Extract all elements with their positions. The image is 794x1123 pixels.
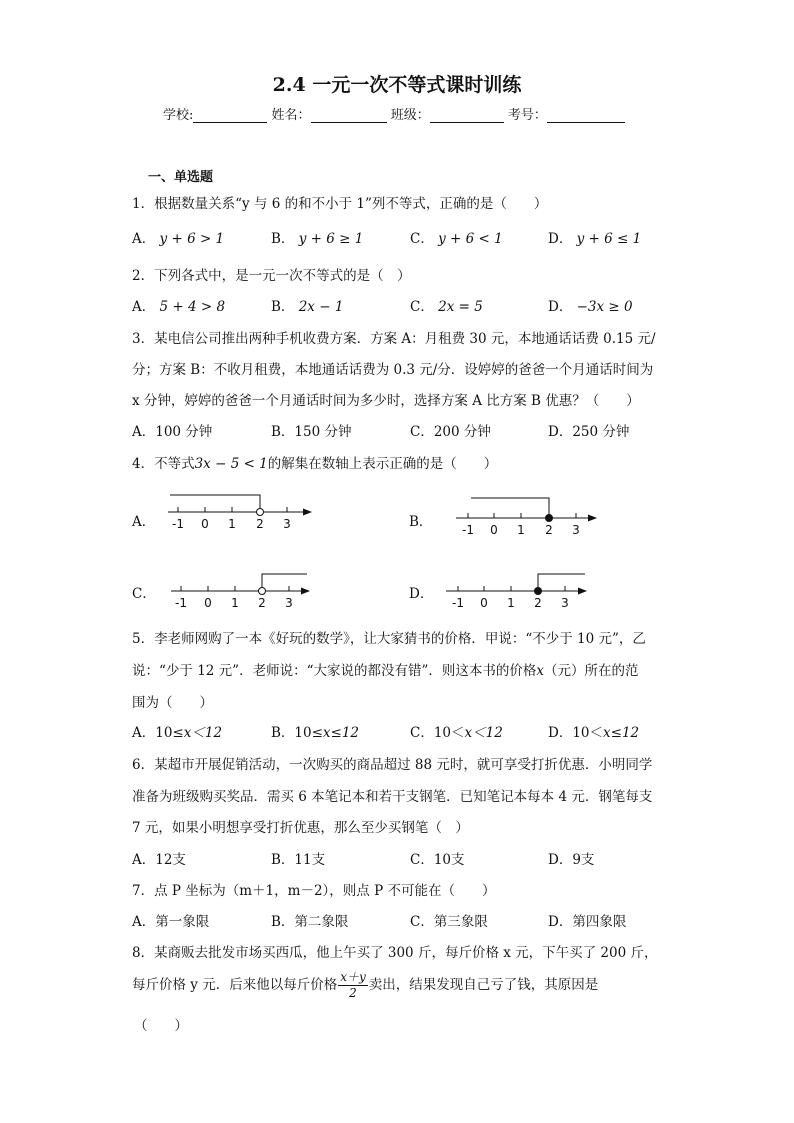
school-label: 学校:: [163, 108, 194, 123]
tick-label: 0: [204, 596, 212, 610]
tick-label: -1: [462, 523, 474, 537]
name-blank[interactable]: [311, 108, 387, 123]
class-label: 班级：: [390, 108, 430, 123]
tick-label: -1: [452, 596, 464, 610]
question-5-option-a[interactable]: A．10≤x＜12: [132, 725, 223, 741]
question-1-option-c[interactable]: C． y + 6 < 1: [410, 231, 503, 247]
question-8-stem-line-1: 8．某商贩去批发市场买西瓜，他上午买了 300 斤，每斤价格 x 元，下午买了 200 斤，: [132, 945, 658, 961]
number-line-a: [160, 488, 320, 532]
question-3-option-c[interactable]: C．200 分钟: [410, 424, 491, 440]
tick-label: 1: [517, 523, 525, 537]
question-4-option-d[interactable]: D．: [409, 586, 434, 602]
section-heading: 一、单选题: [148, 170, 214, 185]
question-7-option-b[interactable]: B．第二象限: [271, 914, 349, 930]
question-4-option-a[interactable]: A．: [132, 514, 156, 530]
question-3-stem-line-1: 3．某电信公司推出两种手机收费方案．方案 A：月租费 30 元，本地通话话费 0.15 元/: [132, 331, 656, 347]
question-5-stem-line-1: 5．李老师网购了一本《好玩的数学》，让大家猜书的价格．甲说：“不少于 10 元”，乙: [132, 631, 646, 647]
question-5-option-d[interactable]: D．10＜x≤12: [548, 725, 640, 741]
fraction-x-plus-y-over-2: $\frac{x+y}{2}$: [340, 970, 366, 1000]
open-circle-icon: [259, 588, 266, 595]
question-3-stem-line-3: x 分钟，婷婷的爸爸一个月通话时间为多少时，选择方案 A 比方案 B 优惠？（ ）: [132, 393, 640, 409]
question-2-option-b[interactable]: B． 2x − 1: [271, 299, 344, 315]
question-5-stem-line-3: 围为（ ）: [132, 695, 213, 711]
tick-label: 3: [561, 596, 569, 610]
tick-label: -1: [172, 517, 184, 531]
number-blank[interactable]: [547, 108, 625, 123]
open-circle-icon: [257, 509, 264, 516]
tick-label: 0: [201, 517, 209, 531]
question-1-stem: 1．根据数量关系“y 与 6 的和不小于 1”列不等式，正确的是（ ）: [132, 196, 548, 212]
question-4-option-b[interactable]: B．: [409, 514, 433, 530]
question-5-option-b[interactable]: B．10≤x≤12: [271, 725, 360, 741]
question-4-option-c[interactable]: C．: [132, 586, 156, 602]
tick-label: 3: [283, 517, 291, 531]
question-3-option-a[interactable]: A．100 分钟: [132, 424, 213, 440]
question-1-option-b[interactable]: B． y + 6 ≥ 1: [271, 231, 364, 247]
question-7-stem: 7．点 P 坐标为（m＋1，m－2），则点 P 不可能在（ ）: [132, 883, 496, 899]
question-2-option-c[interactable]: C． 2x = 5: [410, 299, 483, 315]
number-line-c: [165, 567, 315, 611]
question-7-option-d[interactable]: D．第四象限: [548, 914, 627, 930]
question-2-option-a[interactable]: A． 5 + 4 > 8: [132, 299, 226, 315]
question-6-option-d[interactable]: D．9支: [548, 852, 595, 868]
question-8-answer-paren: （ ）: [134, 1018, 188, 1034]
question-6-option-a[interactable]: A．12支: [132, 852, 186, 868]
question-3-stem-line-2: 分；方案 B：不收月租费，本地通话话费为 0.3 元/分．设婷婷的爸爸一个月通话时间为: [132, 362, 654, 378]
question-6-option-c[interactable]: C．10支: [410, 852, 465, 868]
number-line-b: [452, 492, 602, 538]
tick-label: 3: [572, 523, 580, 537]
tick-label: 2: [545, 523, 553, 537]
page-title: 2.4 一元一次不等式课时训练: [272, 74, 522, 96]
tick-label: -1: [175, 596, 187, 610]
question-1-option-a[interactable]: A． y + 6 > 1: [132, 231, 225, 247]
question-7-option-a[interactable]: A．第一象限: [132, 914, 210, 930]
tick-label: 1: [507, 596, 515, 610]
question-6-stem-line-3: 7 元，如果小明想享受打折优惠，那么至少买钢笔（ ）: [132, 820, 469, 836]
tick-label: 2: [534, 596, 542, 610]
question-6-stem-line-2: 准备为班级购买奖品．需买 6 本笔记本和若干支钢笔．已知笔记本每本 4 元．钢笔每支: [132, 789, 653, 805]
student-info-line: [163, 104, 625, 123]
question-7-option-c[interactable]: C．第三象限: [410, 914, 488, 930]
filled-circle-icon: [535, 588, 542, 595]
question-5-option-c[interactable]: C．10＜x＜12: [410, 725, 503, 741]
question-3-option-d[interactable]: D．250 分钟: [548, 424, 630, 440]
question-3-option-b[interactable]: B．150 分钟: [271, 424, 352, 440]
tick-label: 1: [231, 596, 239, 610]
tick-label: 0: [490, 523, 498, 537]
tick-label: 2: [258, 596, 266, 610]
question-2-stem: 2．下列各式中，是一元一次不等式的是（ ）: [132, 268, 411, 284]
question-6-stem-line-1: 6．某超市开展促销活动，一次购买的商品超过 88 元时，就可享受打折优惠．小明同学: [132, 757, 653, 773]
filled-circle-icon: [546, 515, 553, 522]
tick-label: 3: [285, 596, 293, 610]
question-2-option-d[interactable]: D． −3x ≥ 0: [548, 299, 633, 315]
question-5-stem-line-2: 说：“少于 12 元”．老师说：“大家说的都没有错”．则这本书的价格x（元）所在的范: [132, 663, 639, 679]
school-blank[interactable]: [193, 108, 267, 123]
number-line-d: [442, 567, 592, 611]
class-blank[interactable]: [430, 108, 504, 123]
number-label: 考号：: [507, 108, 547, 123]
tick-label: 1: [228, 517, 236, 531]
tick-label: 0: [480, 596, 488, 610]
tick-label: 2: [256, 517, 264, 531]
question-4-stem: 4．不等式3x − 5 < 1的解集在数轴上表示正确的是（ ）: [132, 456, 498, 472]
question-6-option-b[interactable]: B．11支: [271, 852, 326, 868]
question-1-option-d[interactable]: D． y + 6 ≤ 1: [548, 231, 642, 247]
question-8-stem-line-2: 每斤价格 y 元．后来他以每斤价格 $\frac{x+y}{2}$ 卖出，结果发现自己亏了钱，其原因是: [132, 970, 599, 1000]
name-label: 姓名：: [271, 108, 311, 123]
